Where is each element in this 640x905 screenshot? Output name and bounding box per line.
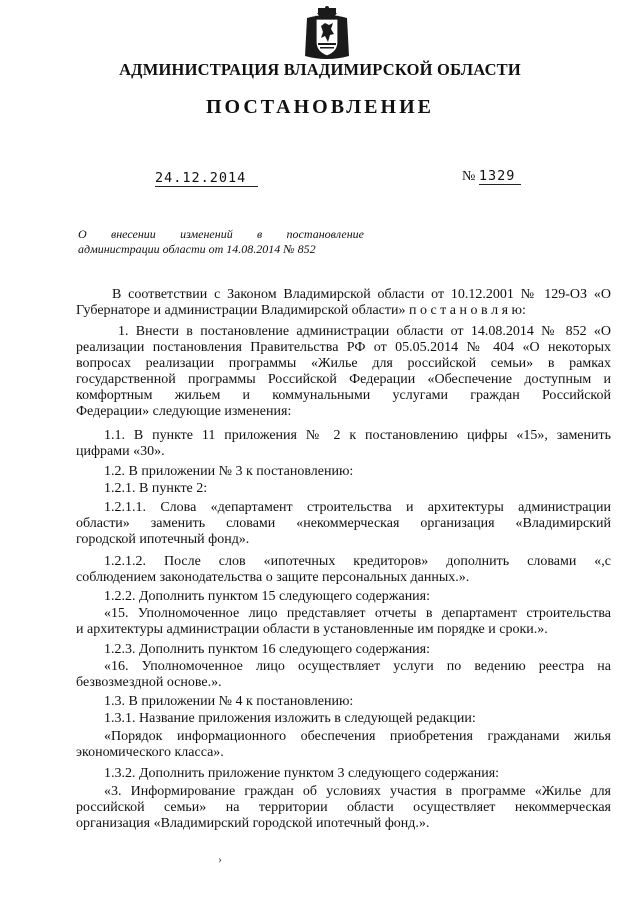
text-line: 1.2.1.2. После слов «ипотечных кредиторов» дополнить словами «,с <box>104 554 611 569</box>
body-paragraph <box>76 481 611 497</box>
body-paragraph <box>76 784 611 832</box>
text-line: «16. Уполномоченное лицо осуществляет услуги по ведению реестра на <box>104 659 611 674</box>
document-type: ПОСТАНОВЛЕНИЕ <box>206 96 434 118</box>
number-value: 1329 <box>479 168 522 185</box>
body-paragraph <box>76 428 611 460</box>
text-line: В соответствии с Законом Владимирской области от 10.12.2001 № 129-ОЗ «О <box>112 287 611 302</box>
body-paragraph <box>76 766 611 782</box>
text-line: комфортным жильем и коммунальными услугами граждан Российской <box>76 388 611 403</box>
body-paragraph <box>76 464 611 480</box>
text-line: 1.2.2. Дополнить пунктом 15 следующего содержания: <box>104 589 431 604</box>
body-paragraph <box>76 659 611 691</box>
text-line: и архитектуры администрации области в установленные им порядке и сроки.». <box>76 622 548 637</box>
page-mark: › <box>218 852 222 866</box>
coat-of-arms-icon <box>303 6 351 62</box>
subject-line-1: О внесении изменений в постановление <box>78 227 364 241</box>
subject-line-2: администрации области от 14.08.2014 № 852 <box>78 242 316 256</box>
text-line: 1.2. В приложении № 3 к постановлению: <box>104 464 354 479</box>
text-line: вопросах реализации программы «Жилье для российской семьи» в рамках <box>76 356 611 371</box>
text-line: 1.2.1.1. Слова «департамент строительства и архитектуры администрации <box>104 500 611 515</box>
text-line: 1.1. В пункте 11 приложения № 2 к постановлению цифры «15», заменить <box>104 428 611 443</box>
text-line: безвозмездной основе.». <box>76 675 222 690</box>
body-paragraph <box>76 642 611 658</box>
body-paragraph <box>76 500 611 548</box>
text-line: городской ипотечный фонд». <box>76 532 250 547</box>
text-line: реализации постановления Правительства РФ от 05.05.2014 № 404 «О некоторых <box>76 340 611 355</box>
text-line: 1.3.2. Дополнить приложение пунктом 3 следующего содержания: <box>104 766 500 781</box>
document-number <box>462 168 521 185</box>
text-line: «15. Уполномоченное лицо представляет отчеты в департамент строительства <box>104 606 611 621</box>
text-line: российской семьи» на территории области осуществляет некоммерческая <box>76 800 611 815</box>
organization-name: АДМИНИСТРАЦИЯ ВЛАДИМИРСКОЙ ОБЛАСТИ <box>119 60 521 79</box>
text-line: 1.2.1. В пункте 2: <box>104 481 208 496</box>
text-line: цифрами «30». <box>76 444 165 459</box>
text-line: государственной программы Российской Федерации «Обеспечение доступным и <box>76 372 611 387</box>
document-date: 24.12.2014 <box>155 170 258 187</box>
text-line: «3. Информирование граждан об условиях участия в программе «Жилье для <box>104 784 611 799</box>
text-line: 1. Внести в постановление администрации области от 14.08.2014 № 852 «О <box>118 324 611 339</box>
body-paragraph <box>76 287 611 319</box>
text-line: Федерации» следующие изменения: <box>76 404 292 419</box>
text-line: организация «Владимирский городской ипотечный фонд.». <box>76 816 430 831</box>
text-line: Губернаторе и администрации Владимирской области» п о с т а н о в л я ю: <box>76 303 526 318</box>
number-label: № <box>462 169 476 184</box>
text-line: 1.2.3. Дополнить пунктом 16 следующего содержания: <box>104 642 431 657</box>
body-paragraph <box>76 711 611 727</box>
text-line: области» заменить словами «некоммерческая организация «Владимирский <box>76 516 611 531</box>
body-paragraph <box>76 694 611 710</box>
body-paragraph <box>76 554 611 586</box>
body-paragraph <box>76 606 611 638</box>
text-line: 1.3. В приложении № 4 к постановлению: <box>104 694 354 709</box>
body-paragraph <box>76 729 611 761</box>
document-subject <box>78 227 364 257</box>
text-line: экономического класса». <box>76 745 224 760</box>
text-line: соблюдением законодательства о защите персональных данных.». <box>76 570 470 585</box>
body-paragraph <box>76 589 611 605</box>
text-line: 1.3.1. Название приложения изложить в следующей редакции: <box>104 711 476 726</box>
body-paragraph <box>76 324 611 420</box>
text-line: «Порядок информационного обеспечения приобретения гражданами жилья <box>104 729 611 744</box>
